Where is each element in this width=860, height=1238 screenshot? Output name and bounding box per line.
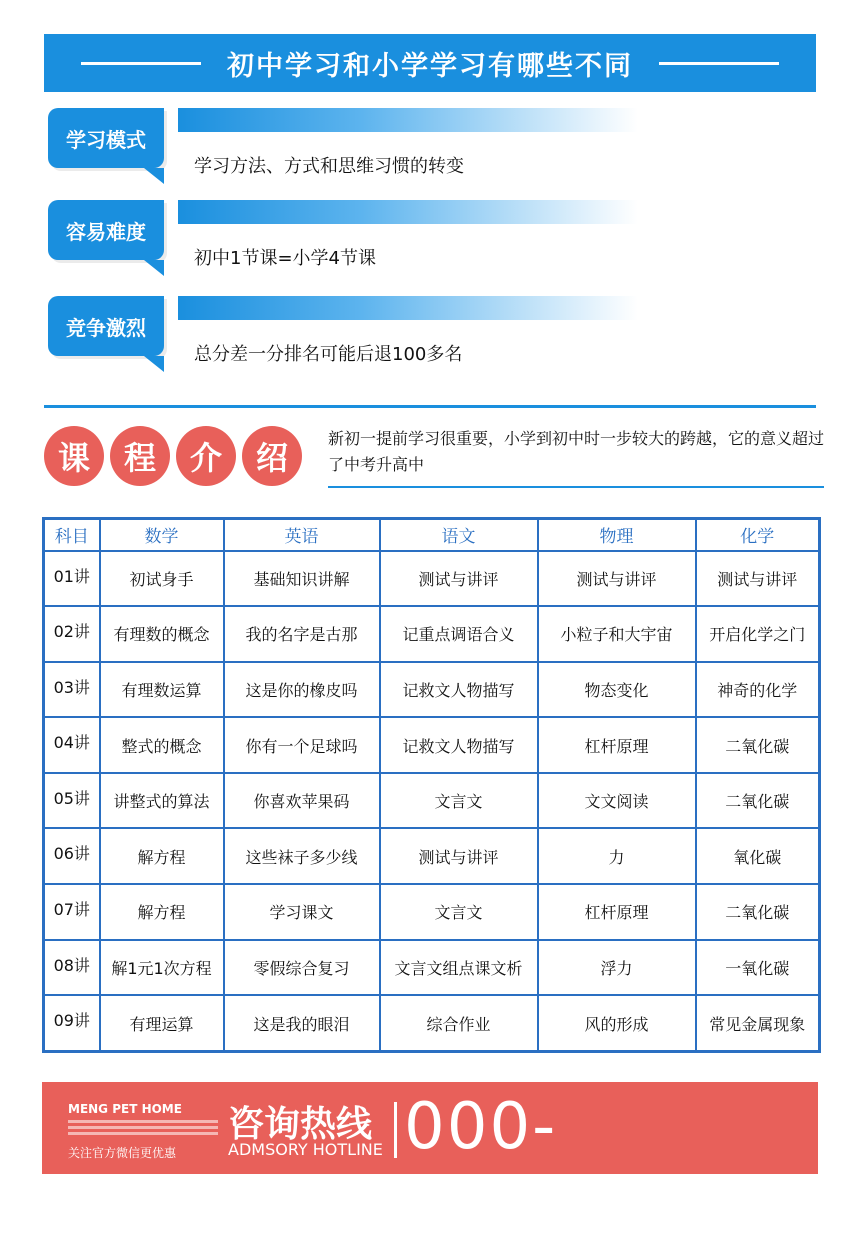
lesson-cell: 测试与讲评 bbox=[380, 828, 538, 884]
lesson-cell: 讲整式的算法 bbox=[100, 773, 224, 829]
table-row bbox=[44, 773, 820, 829]
lesson-cell: 测试与讲评 bbox=[696, 551, 820, 607]
course-heading-char: 介 bbox=[176, 426, 236, 486]
lesson-cell: 二氧化碳 bbox=[696, 717, 820, 773]
lesson-cell: 解方程 bbox=[100, 828, 224, 884]
lesson-number-cell: 04讲 bbox=[44, 717, 100, 773]
lesson-cell: 物态变化 bbox=[538, 662, 696, 718]
table-row bbox=[44, 662, 820, 718]
lesson-number-cell: 07讲 bbox=[44, 884, 100, 940]
section-desc: 学习方法、方式和思维习惯的转变 bbox=[194, 156, 464, 177]
header-cell: 英语 bbox=[224, 519, 380, 551]
footer-divider bbox=[394, 1102, 397, 1158]
divider bbox=[44, 405, 816, 408]
lesson-cell: 测试与讲评 bbox=[380, 551, 538, 607]
section-tag: 容易难度 bbox=[48, 200, 164, 260]
lesson-number-cell: 03讲 bbox=[44, 662, 100, 718]
page-title: 初中学习和小学学习有哪些不同 bbox=[227, 50, 633, 82]
table-header-row bbox=[44, 519, 820, 551]
lesson-cell: 小粒子和大宇宙 bbox=[538, 606, 696, 662]
brand-name: MENG PET HOME bbox=[68, 1102, 182, 1116]
lesson-cell: 解方程 bbox=[100, 884, 224, 940]
section-tag: 学习模式 bbox=[48, 108, 164, 168]
section-learning-mode bbox=[44, 108, 824, 190]
table-row bbox=[44, 551, 820, 607]
lesson-cell: 浮力 bbox=[538, 940, 696, 996]
header-cell: 科目 bbox=[44, 519, 100, 551]
lesson-cell: 二氧化碳 bbox=[696, 884, 820, 940]
course-heading-char: 程 bbox=[110, 426, 170, 486]
header-cell: 语文 bbox=[380, 519, 538, 551]
course-intro-block bbox=[44, 420, 824, 500]
course-heading-char: 课 bbox=[44, 426, 104, 486]
lesson-cell: 有理数的概念 bbox=[100, 606, 224, 662]
lesson-number-cell: 06讲 bbox=[44, 828, 100, 884]
lesson-cell: 基础知识讲解 bbox=[224, 551, 380, 607]
gradient-bar bbox=[178, 296, 638, 320]
course-heading-char: 绍 bbox=[242, 426, 302, 486]
gradient-bar bbox=[178, 108, 638, 132]
lesson-cell: 杠杆原理 bbox=[538, 717, 696, 773]
header-cell: 数学 bbox=[100, 519, 224, 551]
section-desc: 总分差一分排名可能后退100多名 bbox=[194, 344, 463, 365]
follow-text: 关注官方微信更优惠 bbox=[68, 1146, 177, 1160]
phone-number[interactable]: 000-8888888 bbox=[404, 1090, 704, 1238]
title-banner bbox=[44, 34, 816, 92]
lesson-cell: 有理运算 bbox=[100, 995, 224, 1051]
lesson-cell: 这是你的橡皮吗 bbox=[224, 662, 380, 718]
lesson-cell: 解1元1次方程 bbox=[100, 940, 224, 996]
title-right-line bbox=[659, 62, 779, 65]
course-intro-text: 新初一提前学习很重要，小学到初中时一步较大的跨越，它的意义超过了中考升高中 bbox=[328, 429, 825, 474]
course-intro-underline bbox=[328, 486, 824, 488]
lesson-cell: 风的形成 bbox=[538, 995, 696, 1051]
table-row bbox=[44, 995, 820, 1051]
section-tag: 竞争激烈 bbox=[48, 296, 164, 356]
lesson-cell: 文言文 bbox=[380, 884, 538, 940]
table-row bbox=[44, 828, 820, 884]
lesson-cell: 这是我的眼泪 bbox=[224, 995, 380, 1051]
lesson-cell: 综合作业 bbox=[380, 995, 538, 1051]
lesson-cell: 开启化学之门 bbox=[696, 606, 820, 662]
header-cell: 化学 bbox=[696, 519, 820, 551]
gradient-bar bbox=[178, 200, 638, 224]
lesson-cell: 二氧化碳 bbox=[696, 773, 820, 829]
lesson-number-cell: 08讲 bbox=[44, 940, 100, 996]
lesson-cell: 神奇的化学 bbox=[696, 662, 820, 718]
lesson-cell: 你喜欢苹果码 bbox=[224, 773, 380, 829]
section-difficulty bbox=[44, 200, 824, 282]
hotline-cn: 咨询热线 bbox=[228, 1104, 373, 1145]
lesson-cell: 氧化碳 bbox=[696, 828, 820, 884]
fine-print-lines bbox=[68, 1120, 218, 1138]
table-row bbox=[44, 940, 820, 996]
title-left-line bbox=[81, 62, 201, 65]
lesson-cell: 整式的概念 bbox=[100, 717, 224, 773]
section-competition bbox=[44, 296, 824, 378]
lesson-cell: 记救文人物描写 bbox=[380, 662, 538, 718]
lesson-cell: 杠杆原理 bbox=[538, 884, 696, 940]
table-row bbox=[44, 717, 820, 773]
lesson-cell: 测试与讲评 bbox=[538, 551, 696, 607]
lesson-number-cell: 05讲 bbox=[44, 773, 100, 829]
table-row bbox=[44, 884, 820, 940]
lesson-cell: 零假综合复习 bbox=[224, 940, 380, 996]
lesson-cell: 文言文 bbox=[380, 773, 538, 829]
lesson-cell: 文言文组点课文析 bbox=[380, 940, 538, 996]
lesson-cell: 我的名字是古那 bbox=[224, 606, 380, 662]
lesson-cell: 常见金属现象 bbox=[696, 995, 820, 1051]
schedule-table bbox=[42, 517, 821, 1053]
lesson-cell: 初试身手 bbox=[100, 551, 224, 607]
table-row bbox=[44, 606, 820, 662]
footer-banner bbox=[42, 1082, 818, 1238]
lesson-number-cell: 09讲 bbox=[44, 995, 100, 1051]
lesson-cell: 记重点调语合义 bbox=[380, 606, 538, 662]
lesson-cell: 文文阅读 bbox=[538, 773, 696, 829]
lesson-number-cell: 02讲 bbox=[44, 606, 100, 662]
lesson-cell: 记救文人物描写 bbox=[380, 717, 538, 773]
header-cell: 物理 bbox=[538, 519, 696, 551]
lesson-cell: 学习课文 bbox=[224, 884, 380, 940]
hotline-en: ADMSORY HOTLINE bbox=[228, 1140, 383, 1159]
lesson-cell: 力 bbox=[538, 828, 696, 884]
lesson-cell: 有理数运算 bbox=[100, 662, 224, 718]
section-desc: 初中1节课=小学4节课 bbox=[194, 248, 376, 269]
lesson-number-cell: 01讲 bbox=[44, 551, 100, 607]
lesson-cell: 你有一个足球吗 bbox=[224, 717, 380, 773]
lesson-cell: 一氧化碳 bbox=[696, 940, 820, 996]
lesson-cell: 这些袜子多少线 bbox=[224, 828, 380, 884]
